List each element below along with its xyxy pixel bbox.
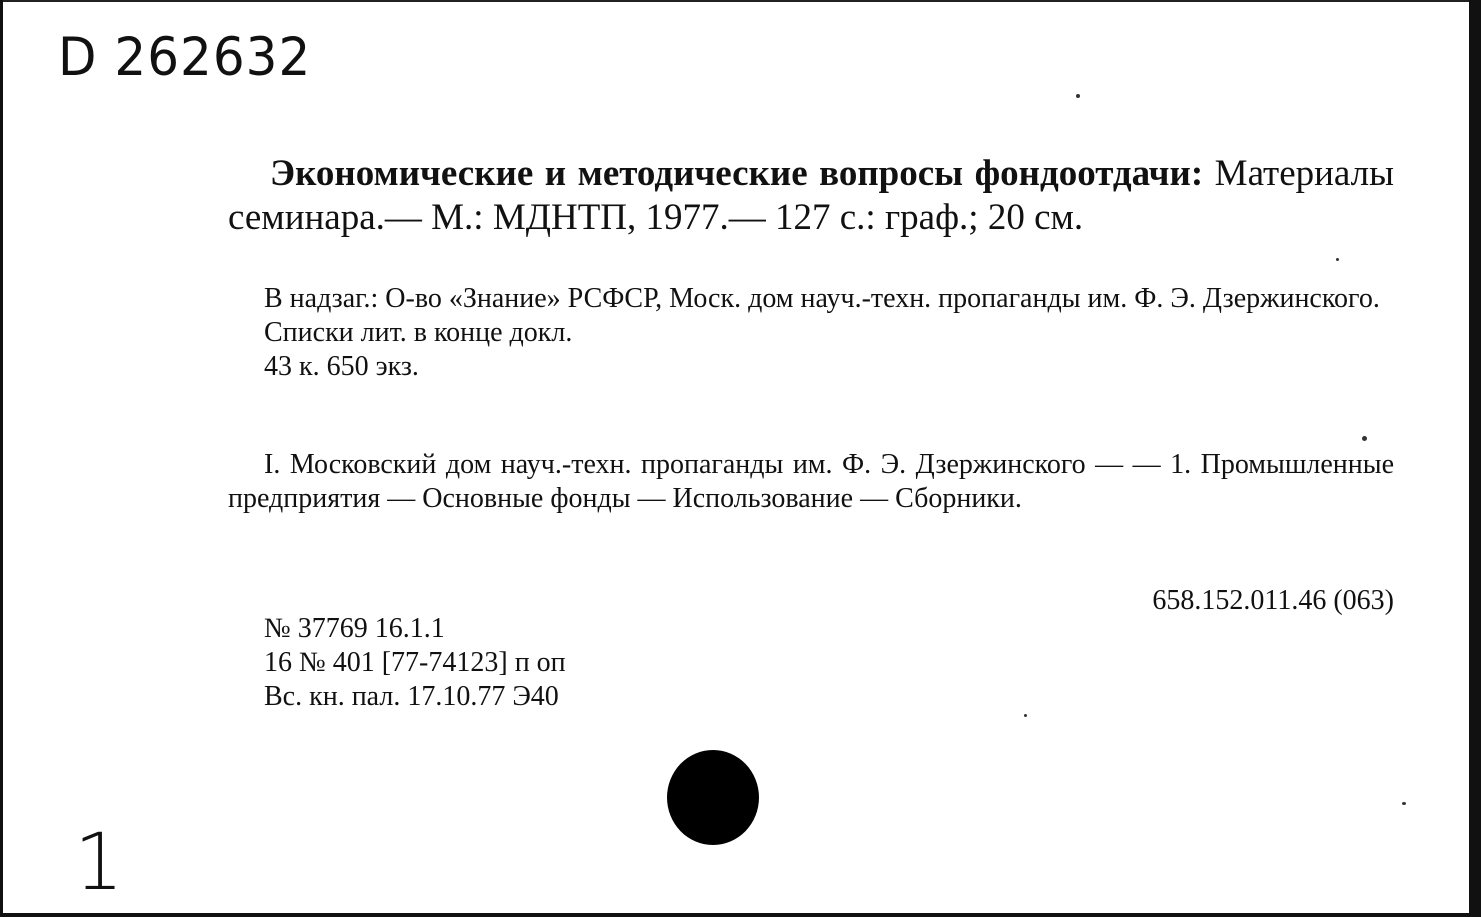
ink-speck	[1024, 714, 1027, 717]
udc-number: 658.152.011.46 (063)	[1152, 585, 1394, 616]
ink-speck	[1336, 258, 1339, 261]
notes-block	[228, 282, 1394, 384]
service-block	[264, 612, 566, 714]
card-bottom-edge	[0, 913, 1481, 917]
card-top-edge	[0, 0, 1481, 2]
shelfmark: D 262632	[58, 26, 312, 88]
tracings-text: I. Московский дом науч.-техн. пропаганды им. Ф. Э. Дзержинского — — 1. Промышленные предприятия — Основные фонды — Использование — Сборники.	[228, 449, 1394, 514]
card-right-edge	[1469, 0, 1481, 917]
card-left-edge	[0, 0, 3, 917]
service-line-2: 16 № 401 [77-74123] п оп	[264, 647, 566, 678]
title-statement	[228, 152, 1394, 240]
ink-speck	[1362, 436, 1367, 441]
service-line-1: № 37769 16.1.1	[264, 613, 445, 644]
note-bibliography: Списки лит. в конце докл.	[264, 317, 573, 348]
title-bold: Экономические и методические вопросы фондоотдачи:	[270, 153, 1204, 194]
title-imprint: Материалы семинара.— М.: МДНТП, 1977.— 127 с.: граф.; 20 см.	[228, 153, 1394, 238]
note-price-run: 43 к. 650 экз.	[264, 351, 419, 382]
handwritten-number: 1	[74, 818, 124, 908]
ink-speck	[1402, 802, 1406, 805]
tracings-block	[228, 448, 1394, 516]
service-line-3: Вс. кн. пал. 17.10.77 Э40	[264, 681, 559, 712]
punch-hole	[667, 750, 759, 845]
ink-speck	[1076, 94, 1080, 98]
note-sponsor: В надзаг.: О-во «Знание» РСФСР, Моск. дом науч.-техн. пропаганды им. Ф. Э. Дзержинского.	[264, 283, 1380, 314]
